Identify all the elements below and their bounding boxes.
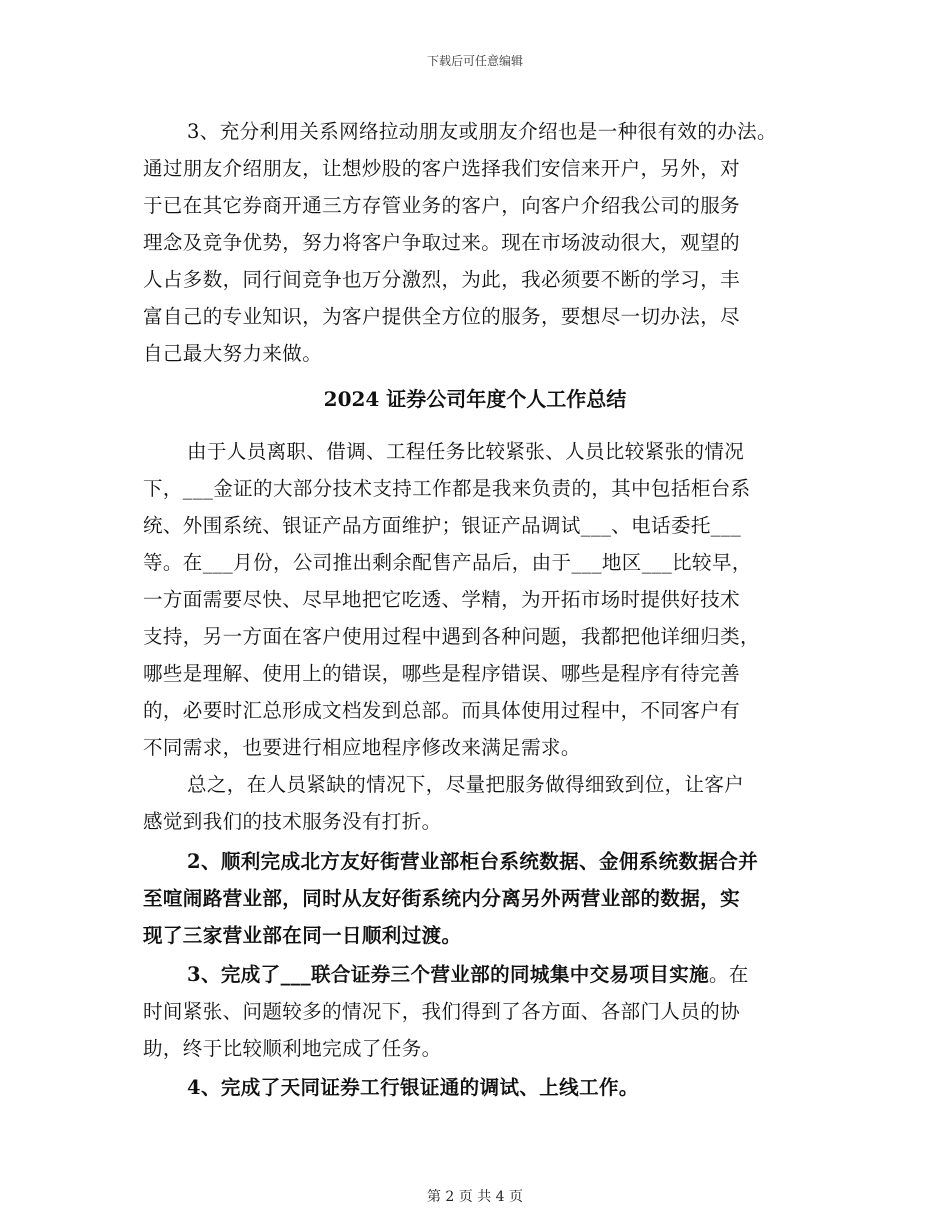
text-line: 时间紧张、问题较多的情况下，我们得到了各方面、各部门人员的协: [143, 1000, 741, 1023]
text-line: 人占多数，同行间竞争也万分激烈，为此，我必须要不断的学习，丰: [143, 268, 741, 291]
text-line: 下，___金证的大部分技术支持工作都是我来负责的，其中包括柜台系: [143, 477, 751, 500]
bold-text-line: 4、完成了天同证券工行银证通的调试、上线工作。: [187, 1076, 639, 1099]
text-line: 富自己的专业知识，为客户提供全方位的服务，要想尽一切办法，尽: [143, 305, 741, 328]
text-line: 一方面需要尽快、尽早地把它吃透、学精，为开拓市场时提供好技术: [143, 588, 741, 611]
page-footer: 第 2 页 共 4 页: [426, 1189, 524, 1205]
text-line: 不同需求，也要进行相应地程序修改来满足需求。: [143, 736, 581, 759]
text-line: 感觉到我们的技术服务没有打折。: [143, 810, 442, 833]
text-line: 理念及竞争优势，努力将客户争取过来。现在市场波动很大，观望的: [143, 231, 741, 254]
text-line: 等。在___月份，公司推出剩余配售产品后，由于___地区___比较早，: [143, 551, 752, 574]
text-line: 支持，另一方面在客户使用过程中遇到各种问题，我都把他详细归类，: [143, 625, 760, 648]
bold-text-line: 至喧闹路营业部，同时从友好街系统内分离另外两营业部的数据，实: [143, 887, 741, 910]
text-line: 的，必要时汇总形成文档发到总部。而具体使用过程中，不同客户有: [143, 699, 741, 722]
page-header: 下载后可任意编辑: [426, 54, 523, 68]
text-line: 助，终于比较顺利地完成了任务。: [143, 1037, 442, 1060]
text-line: 由于人员离职、借调、工程任务比较紧张、人员比较紧张的情况: [187, 440, 745, 463]
section-title: 2024 证券公司年度个人工作总结: [323, 387, 627, 411]
text-line: 总之，在人员紧缺的情况下，尽量把服务做得细致到位，让客户: [187, 773, 745, 796]
text-line: 于已在其它券商开通三方存管业务的客户，向客户介绍我公司的服务: [143, 194, 741, 217]
text-line: 3、充分利用关系网络拉动朋友或朋友介绍也是一种很有效的办法。: [187, 120, 777, 143]
text-line: 哪些是理解、使用上的错误，哪些是程序错误、哪些是程序有待完善: [143, 662, 741, 685]
text-line: [187, 959, 749, 987]
bold-text-line: 现了三家营业部在同一日顺利过渡。: [143, 924, 462, 947]
text-line: 统、外围系统、银证产品方面维护；银证产品调试___、电话委托___: [143, 514, 742, 537]
bold-segment: 3、完成了___联合证券三个营业部的同城集中交易项目实施: [187, 963, 710, 986]
bold-text-line: 2、顺利完成北方友好街营业部柜台系统数据、金佣系统数据合并: [187, 850, 759, 873]
text-line: 自己最大努力来做。: [143, 342, 323, 365]
text-line: 通过朋友介绍朋友，让想炒股的客户选择我们安信来开户，另外，对: [143, 157, 741, 180]
text-segment: 。在: [709, 963, 749, 986]
